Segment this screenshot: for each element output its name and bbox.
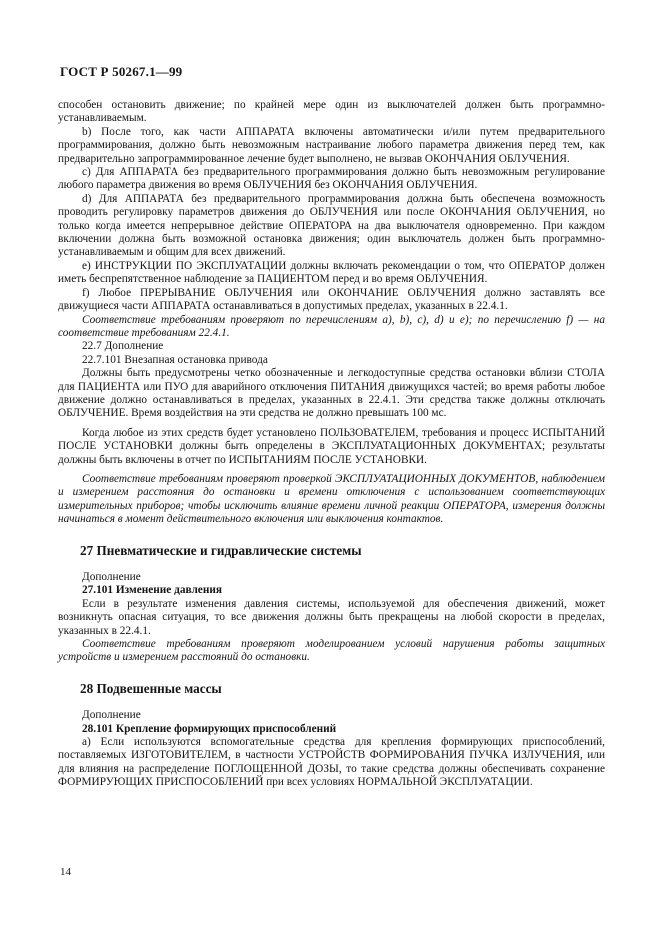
clause-22-7: 22.7 Дополнение (82, 340, 164, 353)
section-28-addition: Дополнение (82, 709, 141, 722)
paragraph-pressure-change: Если в результате изменения давления системы, используемой для обеспечения движений, может возникнуть опасная ситуация, то все движения должны быть прекращены на любой скорости в пределах, указанных в 22.4.1. (58, 597, 605, 637)
section-27-addition: Дополнение (82, 571, 141, 583)
paragraph-item-e: e) ИНСТРУКЦИИ ПО ЭКСПЛУАТАЦИИ должны включать рекомендации о том, что ОПЕРАТОР должен иметь беспрепятственное наблюдение за ПАЦИЕНТОМ перед и во время ОБЛУЧЕНИЯ. (58, 259, 605, 286)
paragraph-emergency-stop: Должны быть предусмотрены четко обозначенные и легкодоступные средства остановки вблизи СТОЛА для ПАЦИЕНТА или ПУО для аварийного отключения ПИТАНИЯ движущихся частей; во время работы любое движение должно останавливаться в пределах, указанных в 22.4.1. Эти средства также должны отключать ОБЛУЧЕНИЕ. Время воздействия на эти средства не должно превышать 100 мс. (58, 367, 605, 420)
paragraph-item-b: b) После того, как части АППАРАТА включены автоматически и/или путем предварительного программирования, должно быть невозможным настраивание любого параметра движения перед тем, как предварительно запрограммированное лечение будет выполнено, не вызвав ОКОНЧАНИЯ ОБЛУЧЕНИЯ. (58, 125, 605, 165)
section-27-title: 27 Пневматические и гидравлические системы (80, 542, 362, 558)
paragraph-item-a-shaping: a) Если используются вспомогательные средства для крепления формирующих приспособлений, поставляемых ИЗГОТОВИТЕЛЕМ, в частности УСТРОЙСТВ ФОРМИРОВАНИЯ ПУЧКА ИЗЛУЧЕНИЯ, или для влияния на распределение ПОГЛОЩЕННОЙ ДОЗЫ, то такие средства должны обеспечивать сохранение ФОРМИРУЮЩИХ ПРИСПОСОБЛЕНИЙ при всех условиях НОРМАЛЬНОЙ ЭКСПЛУАТАЦИИ. (58, 736, 605, 789)
page-number: 14 (60, 866, 71, 878)
clause-22-7-101: 22.7.101 Внезапная остановка привода (82, 353, 268, 366)
clause-28-101-title: 28.101 Крепление формирующих приспособлений (82, 722, 337, 735)
paragraph-item-d: d) Для АППАРАТА без предварительного программирования должна быть обеспечена возможность проводить регулировку параметров движения до ОБЛУЧЕНИЯ или после ОКОНЧАНИЯ ОБЛУЧЕНИЯ, но только когда имеется непрерывное действие ОПЕРАТОРА на два выключателя одновременно. При каждом включении должна быть возможной остановка движения; один выключатель должен быть программно-устанавливаемым и общим для всех движений. (58, 192, 605, 259)
section-28-title: 28 Подвешенные массы (80, 680, 222, 696)
document-body (58, 99, 605, 790)
document-code-header: ГОСТ Р 50267.1—99 (60, 64, 183, 79)
paragraph-user-installation: Когда любое из этих средств будет установлено ПОЛЬЗОВАТЕЛЕМ, требования и процесс ИСПЫТАНИЙ ПОСЛЕ УСТАНОВКИ должны быть определены в ЭКСПЛУАТАЦИОННЫХ ДОКУМЕНТАХ; результаты должны быть включены в отчет по ИСПЫТАНИЯМ ПОСЛЕ УСТАНОВКИ. (58, 426, 605, 466)
compliance-note-22-7: Соответствие требованиям проверяют по перечислениям a), b), c), d) и e); по перечислению f) — на соответствие требованиям 22.4.1. (58, 313, 605, 339)
paragraph-item-f: f) Любое ПРЕРЫВАНИЕ ОБЛУЧЕНИЯ или ОКОНЧАНИЕ ОБЛУЧЕНИЯ должно заставлять все движущиеся части АППАРАТА останавливаться в допустимых пределах, указанных в 22.4.1. (58, 286, 605, 313)
compliance-note-22-7-101: Соответствие требованиям проверяют проверкой ЭКСПЛУАТАЦИОННЫХ ДОКУМЕНТОВ, наблюдением и измерением расстояния до остановки и времени отключения с использованием соответствующих измерительных приборов; чтобы исключить влияние времени личной реакции ОПЕРАТОРА, измерения должны начинаться в момент действительного включения или выключения контактов. (58, 472, 605, 526)
paragraph-item-c: c) Для АППАРАТА без предварительного программирования должно быть невозможным регулирование любого параметра движения во время ОБЛУЧЕНИЯ без ОКОНЧАНИЯ ОБЛУЧЕНИЯ. (58, 166, 605, 192)
compliance-note-27-101: Соответствие требованиям проверяют моделированием условий нарушения работы защитных устройств и измерением расстояний до остановки. (58, 638, 605, 664)
clause-27-101-title: 27.101 Изменение давления (82, 584, 222, 597)
paragraph-continuation: способен остановить движение; по крайней мере один из выключателей должен быть программно-устанавливаемым. (58, 99, 605, 125)
